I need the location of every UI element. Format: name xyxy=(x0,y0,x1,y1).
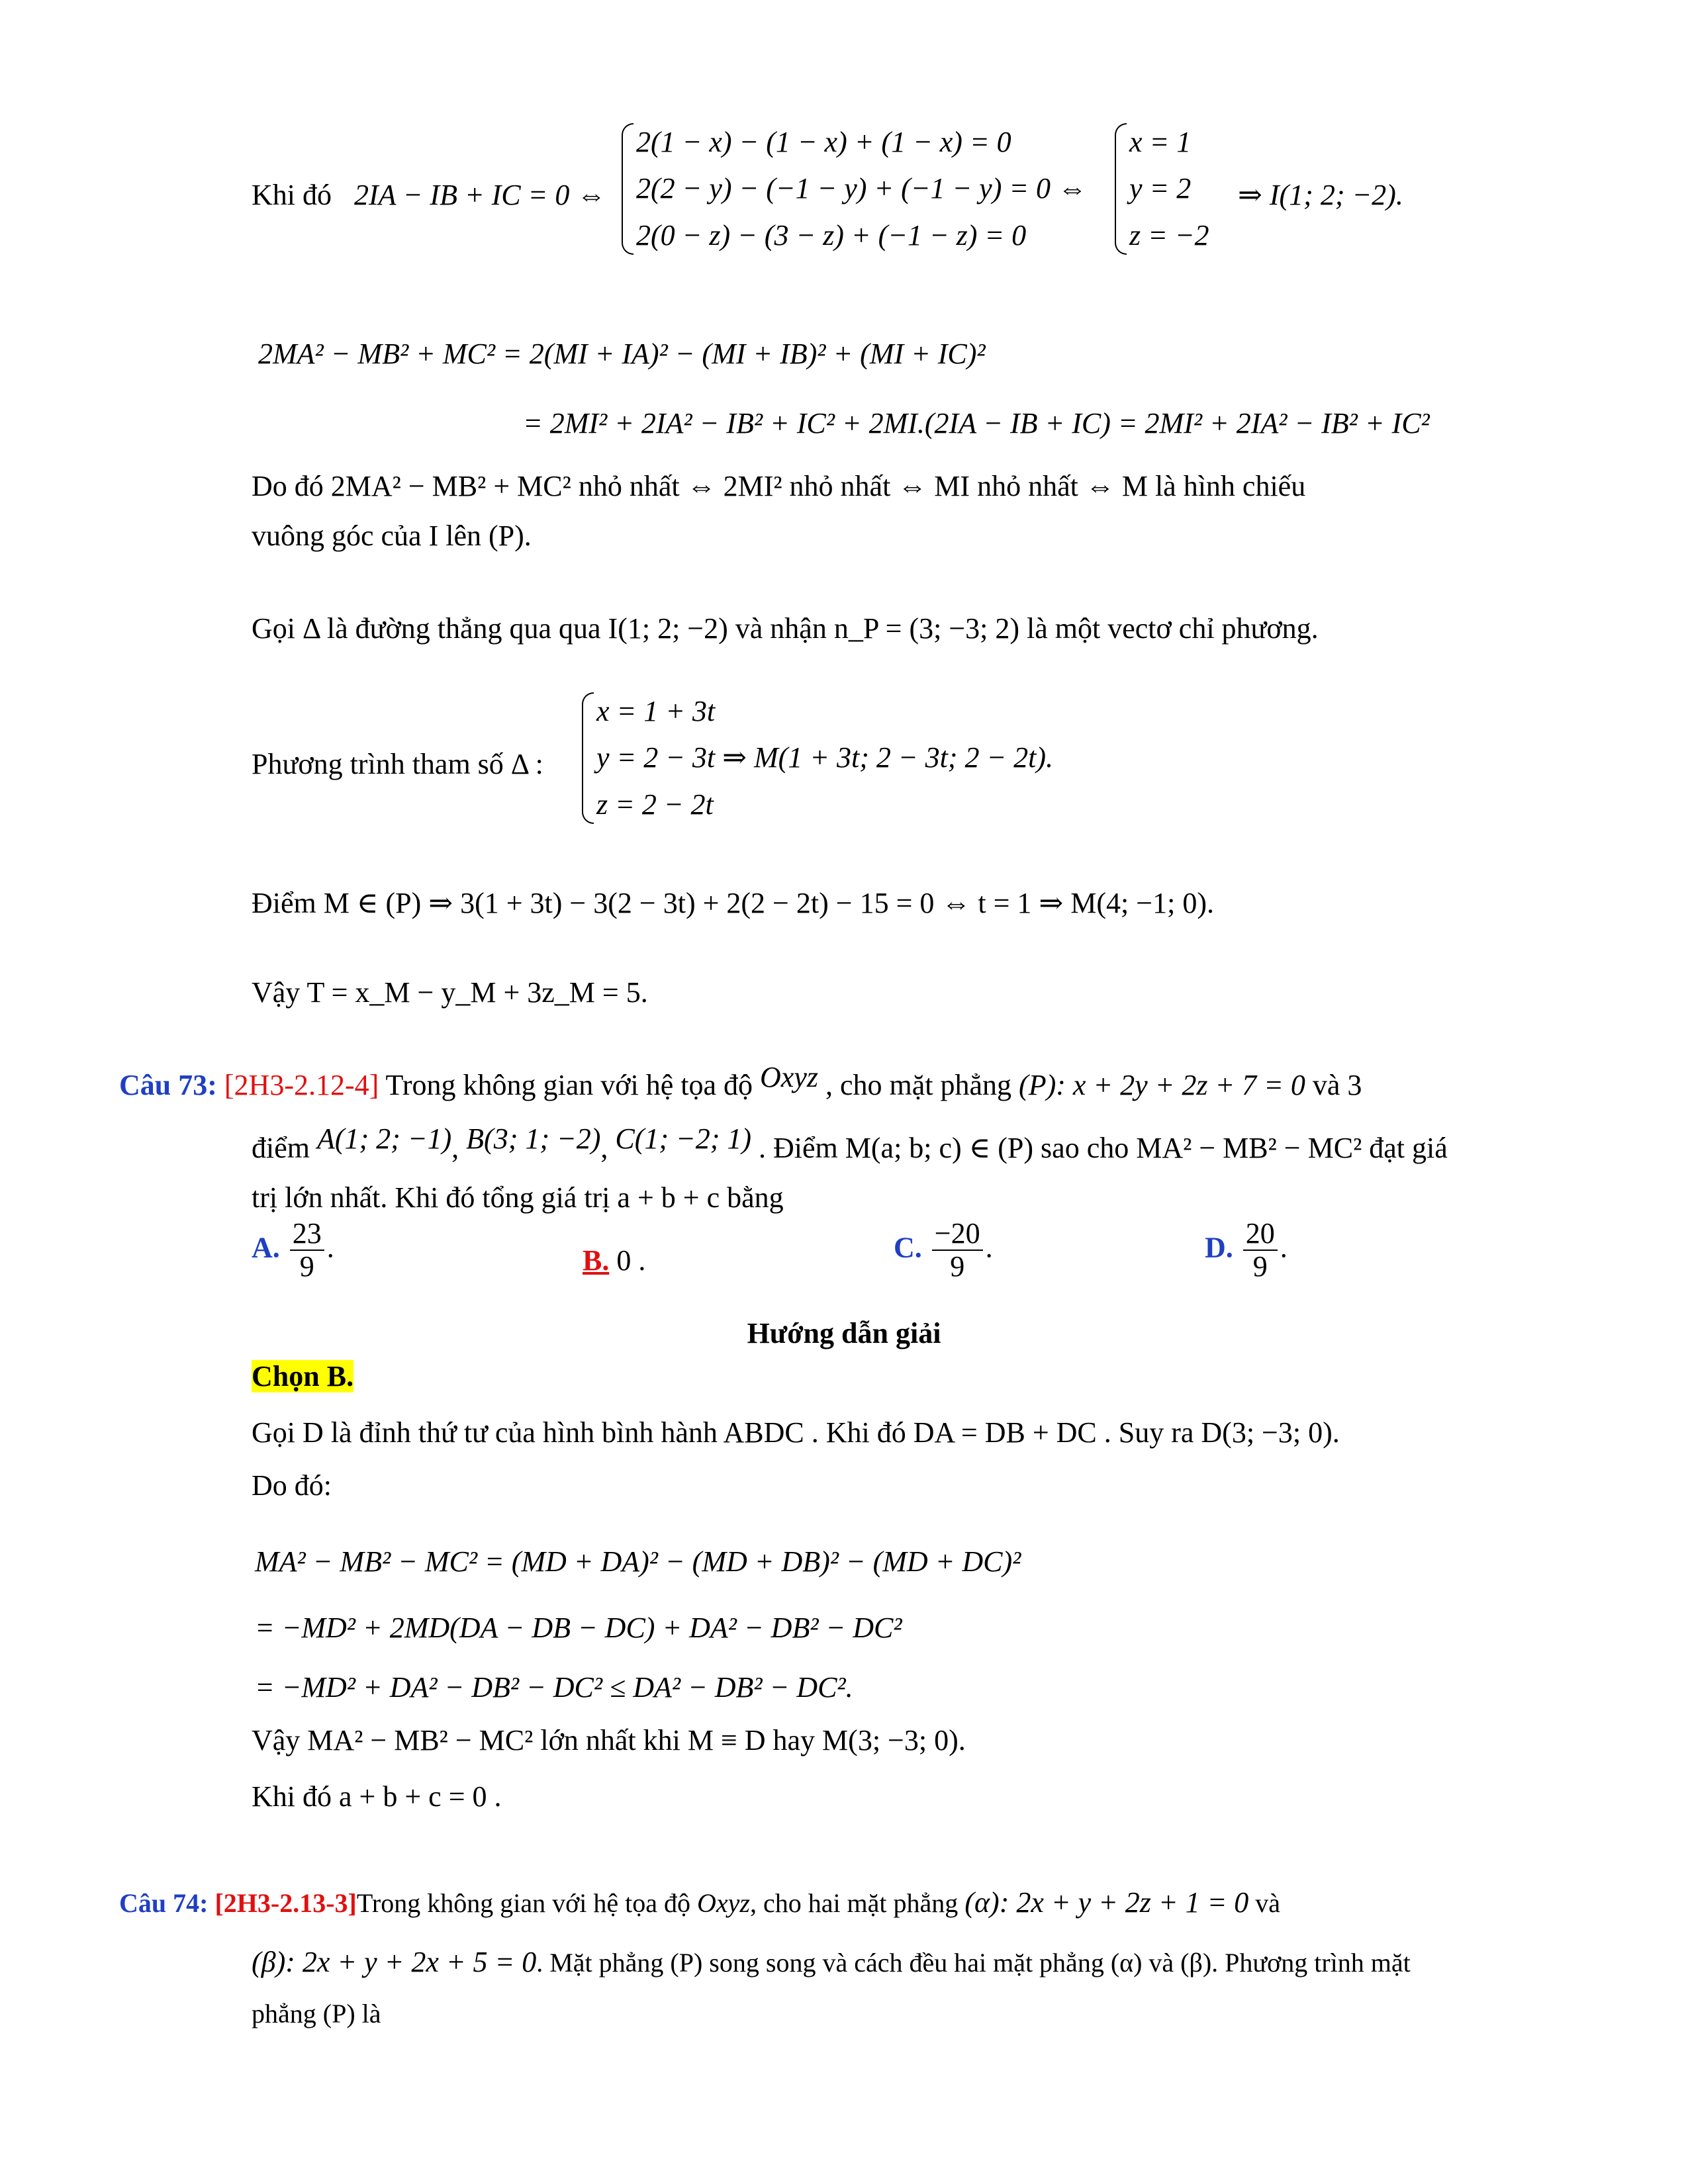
expansion-line-1: 2MA² − MB² + MC² = 2(MI + IA)² − (MI + IB)² + (MI + IC)² xyxy=(258,338,986,370)
solution-line-5: = −MD² + DA² − DB² − DC² ≤ DA² − DB² − DC². xyxy=(255,1671,853,1704)
question-73-text3: và 3 xyxy=(1312,1069,1362,1101)
question-73-diem: điểm xyxy=(252,1132,310,1164)
option-a-label: A. xyxy=(252,1231,280,1264)
question-74-text3: và xyxy=(1255,1888,1281,1918)
question-74-text2: , cho hai mặt phẳng xyxy=(749,1888,959,1918)
solution-line-2: Do đó: xyxy=(252,1469,332,1502)
point-a: A(1; 2; −1) xyxy=(316,1122,452,1155)
chosen-answer: Chọn B. xyxy=(252,1360,354,1392)
question-73-label: Câu 73: xyxy=(119,1069,217,1101)
point-b: B(3; 1; −2) xyxy=(466,1122,601,1155)
option-d-label: D. xyxy=(1205,1231,1233,1264)
sys2-row-1: x = 1 xyxy=(1129,126,1192,158)
option-d[interactable]: D. $\frac{20}{9}$ . xyxy=(1205,1217,1288,1283)
param-row-1: x = 1 + 3t xyxy=(596,695,716,727)
option-d-fraction: $\frac{20}{9}$ xyxy=(1243,1218,1278,1283)
question-74-line2-text: . Mặt phẳng (P) song song và cách đều hai mặt phẳng (α) và (β). Phương trình mặt xyxy=(536,1948,1411,1978)
param-row-3: z = 2 − 2t xyxy=(596,788,714,821)
option-b-value: 0 . xyxy=(616,1244,646,1277)
system-equations-1 xyxy=(619,119,1087,259)
khi-do-text: Khi đó xyxy=(252,179,332,211)
conclusion-line-2: vuông góc của I lên (P). xyxy=(252,520,532,552)
option-a-fraction: $\frac{23}{9}$ xyxy=(290,1218,324,1283)
question-73-tag: [2H3-2.12-4] xyxy=(224,1069,379,1101)
sys1-row-1: 2(1 − x) − (1 − x) + (1 − x) = 0 xyxy=(636,126,1011,158)
question-74-line-2 xyxy=(252,1946,1411,1979)
option-b-label: B. xyxy=(583,1244,610,1277)
option-c[interactable]: C. $\frac{-20}{9}$ . xyxy=(894,1217,993,1283)
expansion-line-2: = 2MI² + 2IA² − IB² + IC² + 2MI.(2IA − IB + IC) = 2MI² + 2IA² − IB² + IC² xyxy=(523,407,1430,439)
question-73-points: điểm A(1; 2; −1), B(3; 1; −2), C(1; −2; 1) . Điểm M(a; b; c) ∈ (P) sao cho MA² − MB² − MC² đạt giá xyxy=(252,1122,1448,1164)
question-74-label: Câu 74: xyxy=(119,1888,209,1918)
option-a[interactable]: A. $\frac{23}{9}$ . xyxy=(252,1217,334,1283)
value-t: Vậy T = x_M − y_M + 3z_M = 5. xyxy=(252,976,648,1009)
line-delta-definition: Gọi Δ là đường thẳng qua qua I(1; 2; −2) và nhận n_P = (3; −3; 2) là một vectơ chỉ phương. xyxy=(252,612,1319,645)
point-c: C(1; −2; 1) xyxy=(615,1122,752,1155)
option-b[interactable] xyxy=(583,1244,645,1278)
param-row-2: y = 2 − 3t ⇒ M(1 + 3t; 2 − 3t; 2 − 2t). xyxy=(596,741,1054,774)
conclusion-line-1: Do đó 2MA² − MB² + MC² nhỏ nhất ⇔ 2MI² nhỏ nhất ⇔ MI nhỏ nhất ⇔ M là hình chiếu xyxy=(252,470,1306,502)
solution-line-6: Vậy MA² − MB² − MC² lớn nhất khi M ≡ D hay M(3; −3; 0). xyxy=(252,1724,966,1756)
question-73-header xyxy=(119,1061,1362,1103)
question-73-text2: , cho mặt phẳng xyxy=(825,1069,1012,1101)
param-label: Phương trình tham số Δ : xyxy=(252,748,543,780)
point-i-result: ⇒ I(1; 2; −2). xyxy=(1238,179,1403,211)
question-74-line-3: phẳng (P) là xyxy=(252,1999,381,2028)
sys1-row-3: 2(0 − z) − (3 − z) + (−1 − z) = 0 xyxy=(636,218,1027,251)
plane-alpha: (α): 2x + y + 2z + 1 = 0 xyxy=(964,1886,1249,1919)
question-73-plane: (P): x + 2y + 2z + 7 = 0 xyxy=(1019,1069,1305,1101)
param-system xyxy=(579,688,1053,828)
sys2-row-2: y = 2 xyxy=(1129,172,1192,205)
question-73-text1: Trong không gian với hệ tọa độ xyxy=(385,1069,753,1101)
solution-line-7: Khi đó a + b + c = 0 . xyxy=(252,1780,502,1813)
solution-line-4: = −MD² + 2MD(DA − DB − DC) + DA² − DB² − DC² xyxy=(255,1612,902,1644)
question-74-oxyz: Oxyz xyxy=(696,1888,750,1918)
question-73-oxyz: Oxyz xyxy=(760,1061,818,1093)
question-74-tag: [2H3-2.13-3] xyxy=(214,1888,357,1918)
solution-line-3: MA² − MB² − MC² = (MD + DA)² − (MD + DB)² − (MD + DC)² xyxy=(255,1545,1021,1578)
plane-beta: (β): 2x + y + 2x + 5 = 0 xyxy=(252,1946,537,1978)
guide-heading: Hướng dẫn giải xyxy=(747,1317,941,1349)
point-m-equation: Điểm M ∈ (P) ⇒ 3(1 + 3t) − 3(2 − 3t) + 2(2 − 2t) − 15 = 0 ⇔ t = 1 ⇒ M(4; −1; 0). xyxy=(252,887,1214,919)
question-74-text1: Trong không gian với hệ tọa độ xyxy=(356,1888,690,1918)
option-c-fraction: $\frac{-20}{9}$ xyxy=(932,1218,983,1283)
question-73-ask: trị lớn nhất. Khi đó tổng giá trị a + b + c bằng xyxy=(252,1181,784,1214)
option-c-label: C. xyxy=(894,1231,922,1264)
question-73-condition: . Điểm M(a; b; c) ∈ (P) sao cho MA² − MB² − MC² đạt giá xyxy=(759,1132,1448,1164)
solution-line-1: Gọi D là đỉnh thứ tư của hình bình hành ABDC . Khi đó DA = DB + DC . Suy ra D(3; −3; 0). xyxy=(252,1416,1340,1449)
system-equations-2 xyxy=(1112,119,1209,259)
question-74-header xyxy=(119,1886,1280,1920)
vector-equation: 2IA − IB + IC = 0 ⇔ xyxy=(354,179,606,211)
sys2-row-3: z = −2 xyxy=(1129,218,1209,251)
sys1-row-2: 2(2 − y) − (−1 − y) + (−1 − y) = 0 ⇔ xyxy=(636,172,1088,205)
